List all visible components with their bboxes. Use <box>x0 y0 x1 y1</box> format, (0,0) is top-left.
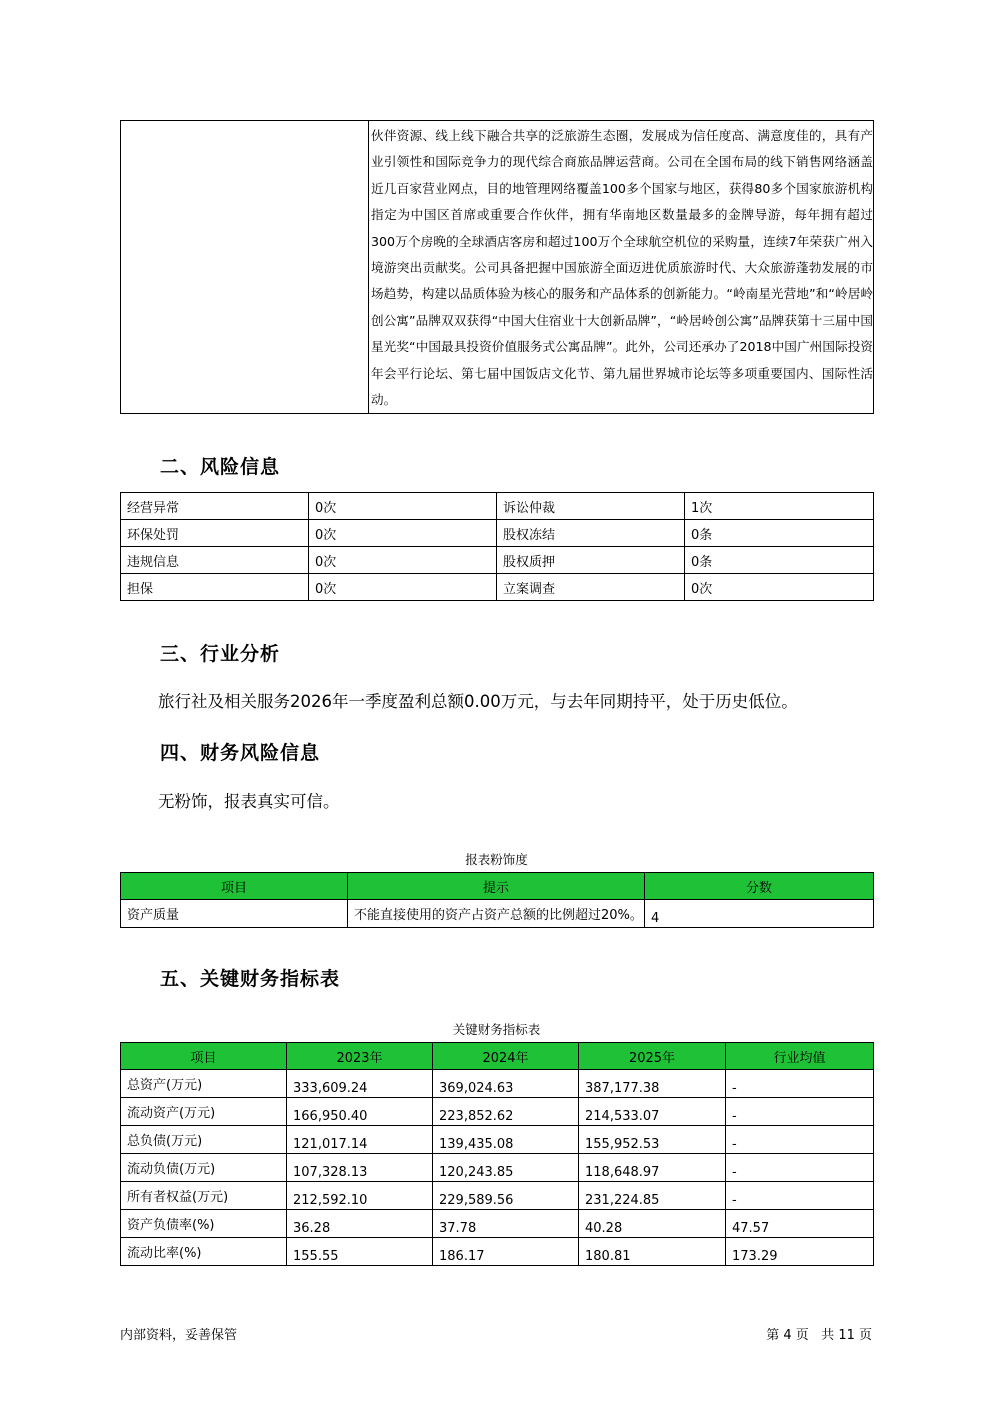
fin-value-cell: 166,950.40 <box>287 1098 433 1126</box>
fin-value-cell: 186.17 <box>433 1238 579 1266</box>
fin-value-cell: 121,017.14 <box>287 1126 433 1154</box>
fin-header-cell: 2024年 <box>433 1043 579 1070</box>
fin-value-cell: 387,177.38 <box>579 1070 726 1098</box>
risk-label: 违规信息 <box>121 547 309 574</box>
fin-header-cell: 项目 <box>121 1043 287 1070</box>
fin-value-cell: 369,024.63 <box>433 1070 579 1098</box>
fin-row <box>121 1238 874 1266</box>
fin-value-cell: 180.81 <box>579 1238 726 1266</box>
risk-label: 经营异常 <box>121 493 309 520</box>
decor-header-cell: 提示 <box>348 873 645 900</box>
footer-confidential: 内部资料，妥善保管 <box>120 1328 238 1343</box>
fin-value-cell: - <box>726 1098 874 1126</box>
risk-value: 0次 <box>309 493 497 520</box>
risk-row <box>121 493 874 520</box>
fin-row <box>121 1182 874 1210</box>
intro-label-cell <box>121 121 369 414</box>
fin-value-cell: 37.78 <box>433 1210 579 1238</box>
intro-text: 伙伴资源、线上线下融合共享的泛旅游生态圈，发展成为信任度高、满意度佳的，具有产业引领性和国际竞争力的现代综合商旅品牌运营商。公司在全国布局的线下销售网络涵盖近几百家营业网点，目的地管理网络覆盖100多个国家与地区，获得80多个国家旅游机构指定为中国区首席或重要合作伙伴，拥有华南地区数量最多的金牌导游，每年拥有超过300万个房晚的全球酒店客房和超过100万个全球航空机位的采购量，连续7年荣获广州入境游突出贡献奖。公司具备把握中国旅游全面迈进优质旅游时代、大众旅游蓬勃发展的市场趋势，构建以品质体验为核心的服务和产品体系的创新能力。“岭南星光营地”和“岭居岭创公寓”品牌双双获得“中国大住宿业十大创新品牌”，“岭居岭创公寓”品牌获第十三届中国星光奖“中国最具投资价值服务式公寓品牌”。此外，公司还承办了2018中国广州国际投资年会平行论坛、第七届中国饭店文化节、第九届世界城市论坛等多项重要国内、国际性活动。 <box>371 128 873 408</box>
section-title-key-financials: 五、关键财务指标表 <box>160 968 341 990</box>
risk-label: 股权冻结 <box>497 520 685 547</box>
fin-value-cell: 212,592.10 <box>287 1182 433 1210</box>
fin-value-cell: 139,435.08 <box>433 1126 579 1154</box>
fin-value-cell: 173.29 <box>726 1238 874 1266</box>
fin-row <box>121 1126 874 1154</box>
fin-value-cell: 229,589.56 <box>433 1182 579 1210</box>
decor-cell: 资产质量 <box>121 900 348 928</box>
fin-item-label: 所有者权益(万元) <box>121 1182 287 1210</box>
decor-header-cell: 项目 <box>121 873 348 900</box>
fin-item-label: 流动负债(万元) <box>121 1154 287 1182</box>
risk-label: 立案调查 <box>497 574 685 601</box>
fin-header-cell: 2025年 <box>579 1043 726 1070</box>
fin-item-label: 流动比率(%) <box>121 1238 287 1266</box>
fin-row <box>121 1070 874 1098</box>
fin-value-cell: 40.28 <box>579 1210 726 1238</box>
fin-row <box>121 1210 874 1238</box>
fin-row <box>121 1154 874 1182</box>
fin-item-label: 总资产(万元) <box>121 1070 287 1098</box>
risk-row <box>121 547 874 574</box>
decor-cell: 不能直接使用的资产占资产总额的比例超过20%。 <box>348 900 645 928</box>
financial-indicators-table <box>120 1042 874 1266</box>
risk-value: 0次 <box>309 520 497 547</box>
fin-value-cell: 333,609.24 <box>287 1070 433 1098</box>
fin-header-row <box>121 1043 874 1070</box>
fin-value-cell: 47.57 <box>726 1210 874 1238</box>
fin-item-label: 总负债(万元) <box>121 1126 287 1154</box>
fin-value-cell: - <box>726 1070 874 1098</box>
intro-text-cell <box>369 121 874 414</box>
intro-row <box>121 121 874 414</box>
footer-page-number: 第 4 页 共 11 页 <box>766 1328 872 1343</box>
section-title-industry: 三、行业分析 <box>160 643 281 665</box>
fin-value-cell: - <box>726 1126 874 1154</box>
fin-value-cell: - <box>726 1182 874 1210</box>
fin-value-cell: 107,328.13 <box>287 1154 433 1182</box>
risk-label: 诉讼仲裁 <box>497 493 685 520</box>
risk-value: 1次 <box>685 493 874 520</box>
intro-table <box>120 120 874 414</box>
fin-header-cell: 2023年 <box>287 1043 433 1070</box>
risk-value: 0条 <box>685 547 874 574</box>
risk-value: 0次 <box>685 574 874 601</box>
decor-cell: 4 <box>645 900 874 928</box>
industry-text: 旅行社及相关服务2026年一季度盈利总额0.00万元，与去年同期持平，处于历史低位。 <box>158 692 798 711</box>
fin-item-label: 流动资产(万元) <box>121 1098 287 1126</box>
risk-label: 股权质押 <box>497 547 685 574</box>
fin-value-cell: 120,243.85 <box>433 1154 579 1182</box>
fin-table-caption: 关键财务指标表 <box>452 1022 541 1037</box>
fin-value-cell: 223,852.62 <box>433 1098 579 1126</box>
fin-value-cell: 118,648.97 <box>579 1154 726 1182</box>
risk-table <box>120 492 874 601</box>
decor-header-cell: 分数 <box>645 873 874 900</box>
decor-table <box>120 872 874 928</box>
fin-row <box>121 1098 874 1126</box>
risk-row <box>121 574 874 601</box>
section-title-financial-risk: 四、财务风险信息 <box>160 742 321 764</box>
fin-value-cell: - <box>726 1154 874 1182</box>
risk-label: 环保处罚 <box>121 520 309 547</box>
fin-value-cell: 214,533.07 <box>579 1098 726 1126</box>
fin-header-cell: 行业均值 <box>726 1043 874 1070</box>
fin-value-cell: 36.28 <box>287 1210 433 1238</box>
fin-value-cell: 231,224.85 <box>579 1182 726 1210</box>
section-title-risk: 二、风险信息 <box>160 456 281 478</box>
decor-table-caption: 报表粉饰度 <box>465 852 528 867</box>
risk-label: 担保 <box>121 574 309 601</box>
risk-value: 0次 <box>309 547 497 574</box>
risk-value: 0次 <box>309 574 497 601</box>
fin-value-cell: 155,952.53 <box>579 1126 726 1154</box>
risk-value: 0条 <box>685 520 874 547</box>
risk-row <box>121 520 874 547</box>
fin-item-label: 资产负债率(%) <box>121 1210 287 1238</box>
decor-row <box>121 900 874 928</box>
financial-risk-text: 无粉饰，报表真实可信。 <box>158 792 340 811</box>
fin-value-cell: 155.55 <box>287 1238 433 1266</box>
decor-header-row <box>121 873 874 900</box>
